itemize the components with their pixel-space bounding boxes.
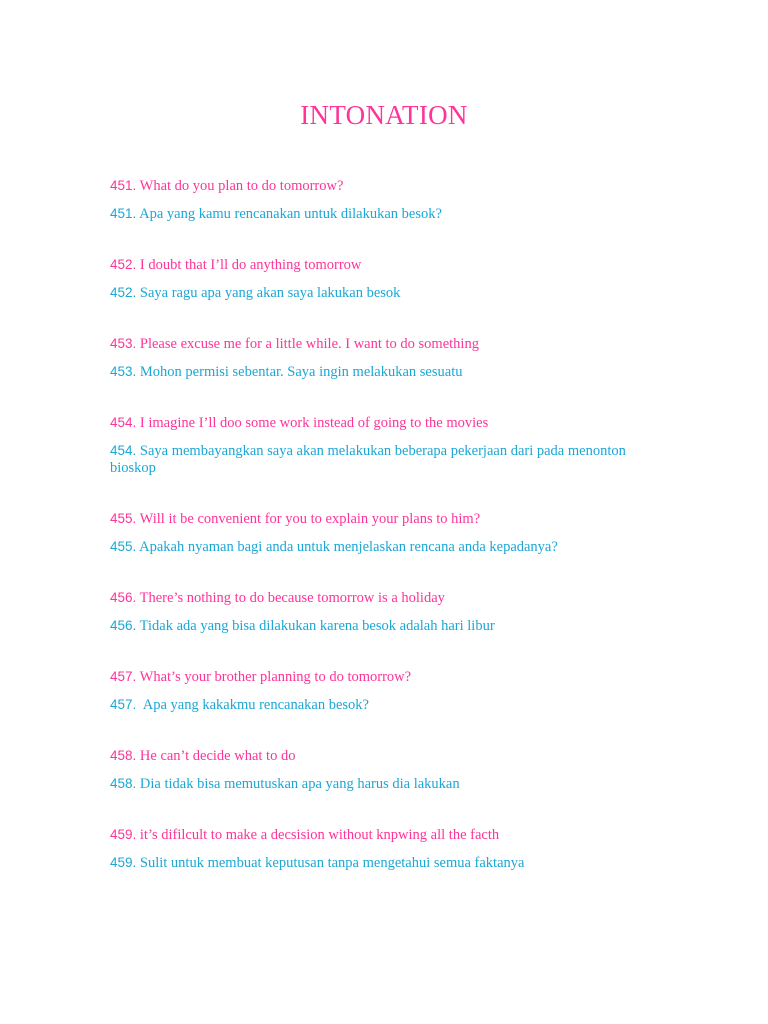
entry-459 [110,826,630,872]
indonesian-sentence [110,538,630,556]
english-sentence [110,510,630,528]
english-sentence [110,335,630,353]
entry-number: 451. [110,178,137,193]
indonesian-text: Tidak ada yang bisa dilakukan karena besok adalah hari libur [136,618,495,634]
entry-455 [110,510,630,556]
english-text: What do you plan to do tomorrow? [136,178,344,194]
entry-number: 455. [110,539,137,554]
indonesian-sentence [110,617,630,635]
english-text: Will it be convenient for you to explain your plans to him? [136,511,481,527]
entry-number: 454. [110,443,137,458]
entry-number: 452. [110,285,137,300]
entry-number: 454. [110,415,137,430]
english-text: I doubt that I’ll do anything tomorrow [136,257,362,273]
english-sentence [110,177,630,195]
indonesian-text: Saya membayangkan saya akan melakukan beberapa pekerjaan dari pada menonton bioskop [110,443,626,476]
indonesian-sentence [110,854,630,872]
indonesian-text: Apa yang kakakmu rencanakan besok? [136,697,369,713]
entry-number: 459. [110,827,137,842]
entry-452 [110,256,630,302]
english-text: I imagine I’ll doo some work instead of going to the movies [136,415,489,431]
entry-list [110,177,630,905]
english-sentence [110,826,630,844]
entry-454 [110,414,630,477]
english-text: He can’t decide what to do [136,748,296,764]
indonesian-text: Mohon permisi sebentar. Saya ingin melakukan sesuatu [136,364,463,380]
entry-number: 456. [110,590,137,605]
page-title: INTONATION [300,100,468,130]
indonesian-sentence [110,284,630,302]
english-sentence [110,256,630,274]
entry-number: 453. [110,364,137,379]
english-text: it’s difilcult to make a decsision without knpwing all the facth [136,827,500,843]
english-sentence [110,747,630,765]
english-sentence [110,589,630,607]
indonesian-sentence [110,442,630,477]
english-text: What’s your brother planning to do tomorrow? [136,669,412,685]
entry-451 [110,177,630,223]
indonesian-sentence [110,205,630,223]
english-text: There’s nothing to do because tomorrow is a holiday [136,590,445,606]
entry-number: 457. [110,669,137,684]
english-sentence [110,668,630,686]
entry-number: 459. [110,855,137,870]
entry-457 [110,668,630,714]
indonesian-text: Sulit untuk membuat keputusan tanpa mengetahui semua faktanya [136,855,525,871]
english-sentence [110,414,630,432]
entry-number: 457. [110,697,137,712]
indonesian-sentence [110,363,630,381]
entry-number: 451. [110,206,137,221]
entry-number: 458. [110,748,137,763]
entry-458 [110,747,630,793]
indonesian-sentence [110,696,630,714]
entry-number: 452. [110,257,137,272]
indonesian-text: Dia tidak bisa memutuskan apa yang harus dia lakukan [136,776,460,792]
english-text: Please excuse me for a little while. I want to do something [136,336,479,352]
entry-number: 455. [110,511,137,526]
indonesian-text: Apakah nyaman bagi anda untuk menjelaskan rencana anda kepadanya? [136,539,558,555]
entry-number: 453. [110,336,137,351]
indonesian-text: Apa yang kamu rencanakan untuk dilakukan besok? [136,206,442,222]
entry-number: 456. [110,618,137,633]
entry-453 [110,335,630,381]
indonesian-sentence [110,775,630,793]
entry-456 [110,589,630,635]
indonesian-text: Saya ragu apa yang akan saya lakukan besok [136,285,401,301]
entry-number: 458. [110,776,137,791]
